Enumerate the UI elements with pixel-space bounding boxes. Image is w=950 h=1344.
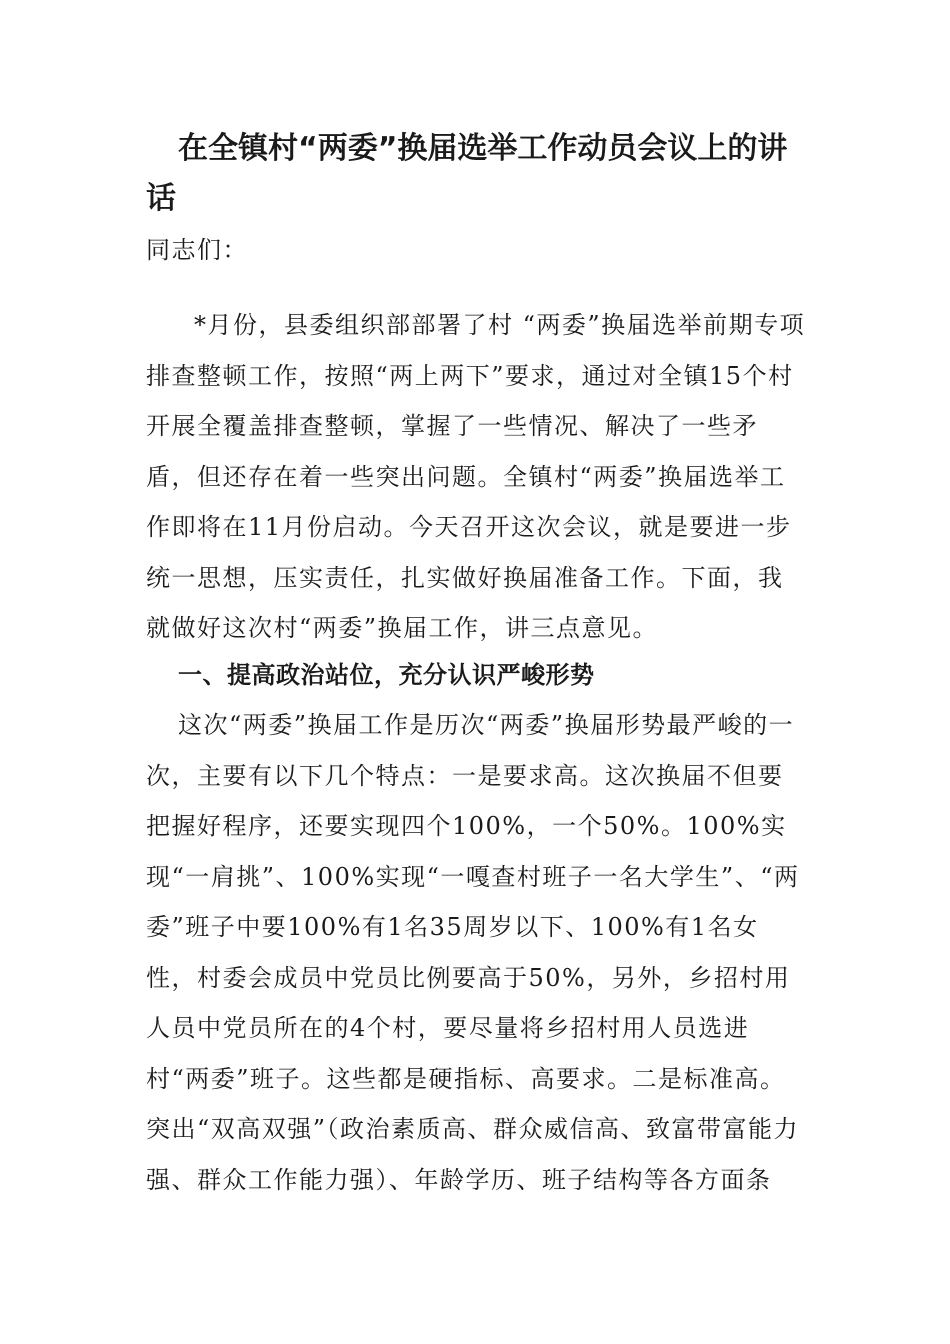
salutation: 同志们： (146, 236, 248, 264)
section-paragraph: 这次“两委”换届工作是历次“两委”换届形势最严峻的一次，主要有以下几个特点：一是要求高。这次换届不但要把握好程序，还要实现四个100%，一个50%。100%实现“一肩挑”、100%实现“一嘎查村班子一名大学生”、“两委”班子中要100%有1名35周岁以下、100%有1名女性，村委会成员中党员比例要高于50%，另外，乡招村用人员中党员所在的4个村，要尽量将乡招村用人员选进村“两委”班子。这些都是硬指标、高要求。二是标准高。突出“双高双强”（政治素质高、群众威信高、致富带富能力强、群众工作能力强）、年龄学历、班子结构等各方面条 (146, 711, 800, 1194)
section-heading: 一、提高政治站位，充分认识严峻形势 (178, 661, 595, 689)
intro-paragraph: *月份，县委组织部部署了村 “两委”换届选举前期专项排查整顿工作，按照“两上两下”要求，通过对全镇15个村开展全覆盖排查整顿，掌握了一些情况、解决了一些矛盾，但还存在着一些突出问题。全镇村“两委”换届选举工作即将在11月份启动。今天召开这次会议，就是要进一步统一思想，压实责任，扎实做好换届准备工作。下面，我就做好这次村“两委”换届工作，讲三点意见。 (146, 311, 806, 642)
document-title: 在全镇村“两委”换届选举工作动员会议上的讲话 (146, 131, 788, 216)
